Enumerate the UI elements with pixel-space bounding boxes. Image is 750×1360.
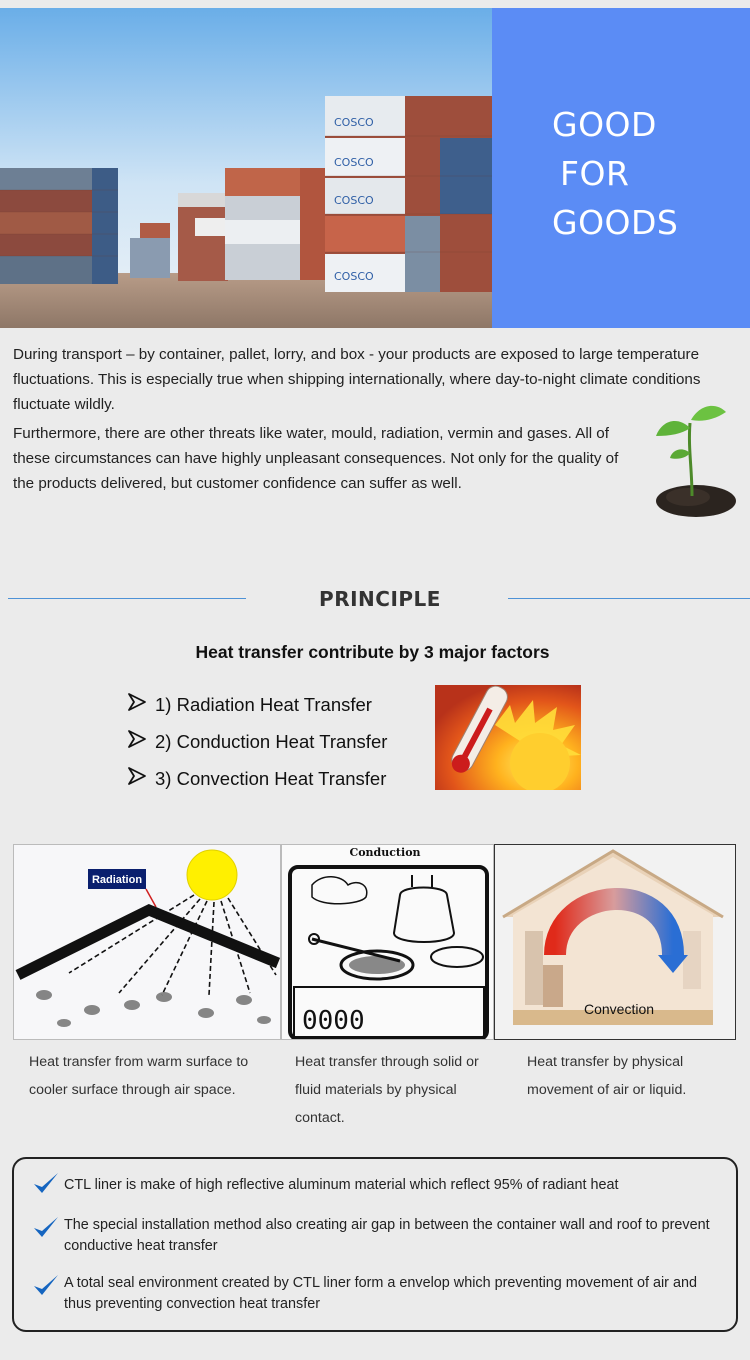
- thermometer-sun-image: [435, 685, 581, 790]
- checkmark-icon: [32, 1273, 64, 1315]
- convection-label: Convection: [583, 1001, 655, 1017]
- hero-slogan: [552, 100, 678, 247]
- intro-paragraph: Furthermore, there are other threats like water, mould, radiation, vermin and gases. All of these circumstances can have highly unpleasant consequences. Not only for the quality of the products delivered, but customer confidence can suffer as well.: [13, 425, 619, 492]
- benefit-item: [32, 1171, 712, 1200]
- radiation-description: Heat transfer from warm surface to cooler surface through air space.: [29, 1054, 249, 1098]
- slogan-line: GOOD: [552, 105, 657, 144]
- benefit-item: [32, 1215, 722, 1257]
- arrow-bullet-icon: [127, 692, 155, 717]
- benefit-text: CTL liner is make of high reflective aluminum material which reflect 95% of radiant heat: [64, 1177, 619, 1193]
- benefit-item: [32, 1273, 712, 1315]
- arrow-bullet-icon: [127, 766, 155, 791]
- benefit-text: A total seal environment created by CTL liner form a envelop which preventing movement of air and thus preventing convection heat transfer: [64, 1275, 697, 1312]
- svg-text:0000: 0000: [302, 1006, 365, 1036]
- hero-banner: [0, 8, 750, 328]
- factor-label: 2) Conduction Heat Transfer: [155, 730, 388, 752]
- checkmark-icon: [32, 1171, 64, 1200]
- intro-paragraph: During transport – by container, pallet, lorry, and box - your products are exposed to large temperature fluctuations. This is especially true when shipping internationally, where day-to-night climate conditions fluctuate wildly.: [13, 346, 701, 413]
- factor-item: [127, 723, 387, 760]
- benefits-box: [12, 1157, 738, 1332]
- factors-subheading: Heat transfer contribute by 3 major factors: [195, 642, 550, 662]
- principle-heading: PRINCIPLE: [319, 587, 441, 611]
- convection-diagram: [494, 844, 736, 1040]
- container-yard-photo: [0, 8, 492, 328]
- factor-label: 1) Radiation Heat Transfer: [155, 693, 372, 715]
- arrow-bullet-icon: [127, 729, 155, 754]
- factor-list: [127, 686, 387, 797]
- conduction-label: Conduction: [349, 846, 421, 859]
- slogan-panel: [492, 8, 750, 328]
- slogan-line: FOR: [560, 154, 630, 193]
- svg-text:COSCO: COSCO: [334, 270, 374, 283]
- radiation-diagram: [13, 844, 281, 1040]
- svg-text:COSCO: COSCO: [334, 194, 374, 207]
- radiation-label: Radiation: [91, 874, 143, 886]
- benefit-text: The special installation method also creating air gap in between the container wall and roof to prevent conductive heat transfer: [64, 1217, 710, 1254]
- factor-label: 3) Convection Heat Transfer: [155, 767, 387, 789]
- factor-item: [127, 686, 387, 723]
- convection-description: Heat transfer by physical movement of air or liquid.: [527, 1054, 687, 1098]
- checkmark-icon: [32, 1215, 64, 1257]
- conduction-diagram: [281, 844, 494, 1040]
- svg-text:COSCO: COSCO: [334, 116, 374, 129]
- seedling-image: [648, 398, 742, 522]
- factor-item: [127, 760, 387, 797]
- intro-text: [13, 342, 728, 496]
- slogan-line: GOODS: [552, 203, 679, 242]
- svg-text:COSCO: COSCO: [334, 156, 374, 169]
- conduction-description: Heat transfer through solid or fluid materials by physical contact.: [295, 1054, 479, 1126]
